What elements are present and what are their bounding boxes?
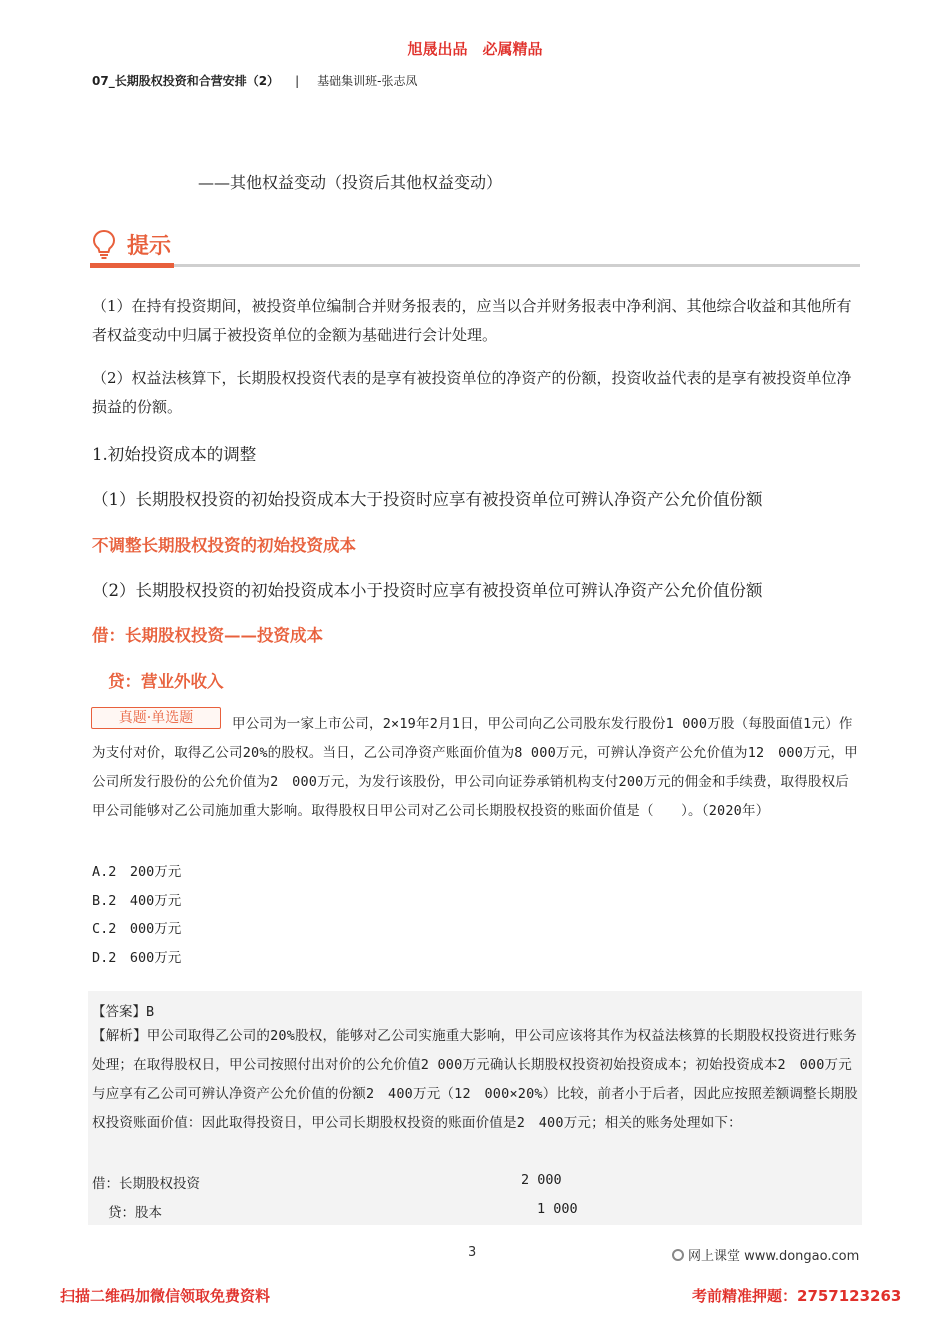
option-c: C.2 000万元 [92,921,182,937]
question-text: 甲公司为一家上市公司，2×19年2月1日，甲公司向乙公司股东发行股份1 000万股（每股面值1元）作为支付对价，取得乙公司20%的股权。当日，乙公司净资产账面价值为8 000万元，可辨认净资产公允价值为12 000万元，甲公司所发行股份的公允价值为2 000万元，为发行该股份，甲公司向证券承销机构支付200万元的佣金和手续费，取得股权后甲公司能够对乙公司施加重大影响。取得股权日甲公司对乙公司长期股权投资的账面价值是（ ）。（2020年） [92,716,858,819]
debit-entry: 借：长期股权投资——投资成本 [92,626,323,645]
page-header [92,72,417,89]
site-text: 网上课堂 www.dongao.com [688,1249,860,1264]
site-logo-icon [672,1249,684,1261]
header-separator: | [295,74,300,88]
journal-debit-amount: 2 000 [521,1172,562,1188]
lightbulb-icon [90,228,118,260]
footer-left-text: 扫描二维码加微信领取免费资料 [60,1287,271,1305]
journal-credit-amount: 1 000 [537,1201,578,1217]
option-b: B.2 400万元 [92,893,182,909]
tip-paragraph-1: （1）在持有投资期间，被投资单位编制合并财务报表的，应当以合并财务报表中净利润、其他综合收益和其他所有者权益变动中归属于被投资单位的金额为基础进行会计处理。 [92,297,852,344]
answer-label: 【答案】B [92,1004,155,1020]
case-2-text: （2）长期股权投资的初始投资成本小于投资时应享有被投资单位可辨认净资产公允价值份额 [92,581,763,600]
case-1-text: （1）长期股权投资的初始投资成本大于投资时应享有被投资单位可辨认净资产公允价值份额 [92,490,763,509]
journal-debit-account: 借：长期股权投资 [92,1176,200,1192]
footer-right-text: 考前精准押题：2757123263 [692,1287,902,1305]
question-tag: 真题·单选题 [91,707,221,729]
chapter-title: 07_长期股权投资和合营安排（2） [92,74,280,88]
tip-divider-accent [90,263,174,268]
tip-paragraph-2: （2）权益法核算下，长期股权投资代表的是享有被投资单位的净资产的份额，投资收益代表的是享有被投资单位净损益的份额。 [92,369,852,416]
section-subtitle: ——其他权益变动（投资后其他权益变动） [198,173,503,192]
page-number: 3 [468,1245,477,1260]
section-heading: 1.初始投资成本的调整 [92,445,257,464]
journal-credit-account: 贷：股本 [108,1205,162,1221]
option-a: A.2 200万元 [92,864,182,880]
answer-analysis: 【解析】甲公司取得乙公司的20%股权，能够对乙公司实施重大影响，甲公司应该将其作为权益法核算的长期股权投资进行账务处理；在取得股权日，甲公司按照付出对价的公允价值2 000万元确认长期股权投资初始投资成本；初始投资成本2 000万元与应享有乙公司可辨认净资产公允价值的份额2 400万元（12 000×20%）比较，前者小于后者，因此应按照差额调整长期股权投资账面价值：因此取得投资日，甲公司长期股权投资的账面价值是2 400万元；相关的账务处理如下： [92,1028,858,1131]
option-d: D.2 600万元 [92,950,182,966]
top-banner: 旭晟出品 必属精品 [407,40,543,58]
site-credit [672,1245,859,1264]
case-1-note: 不调整长期股权投资的初始投资成本 [92,536,356,555]
course-name: 基础集训班-张志凤 [317,74,418,88]
tip-divider [90,264,860,267]
credit-entry: 贷：营业外收入 [108,672,224,691]
tip-title: 提示 [127,233,172,259]
